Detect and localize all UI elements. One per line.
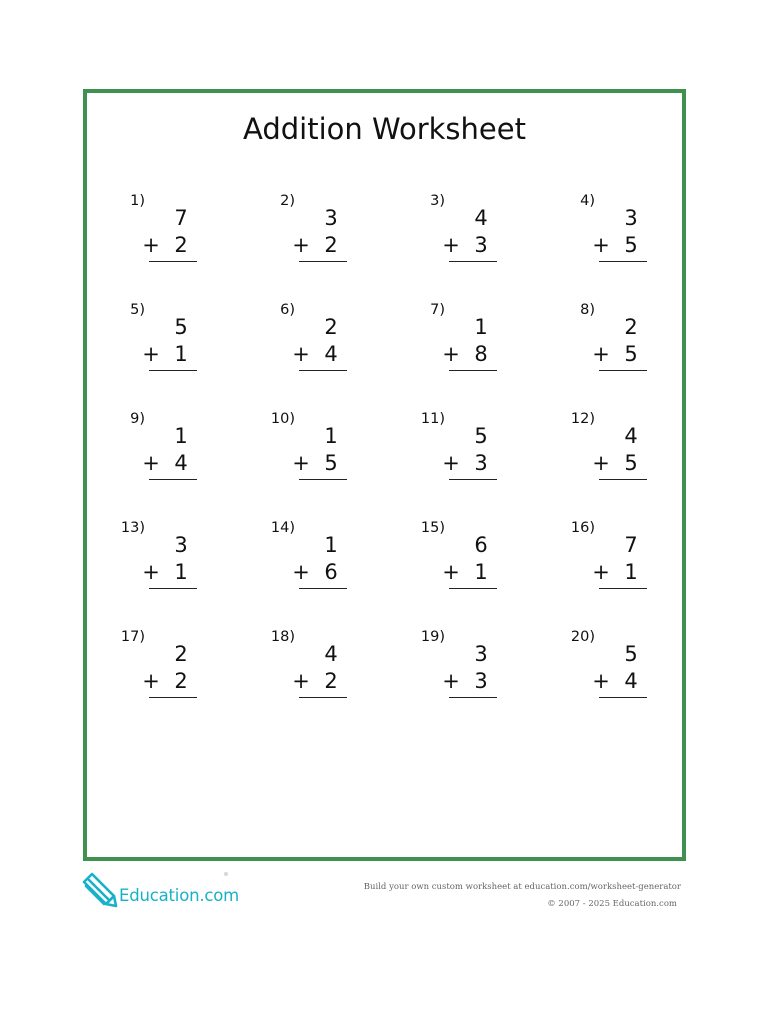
bottom-addend: 8 [474, 342, 488, 366]
problem-number: 18) [270, 629, 295, 645]
plus-sign: + [292, 451, 310, 475]
answer-line [449, 261, 497, 262]
worksheet-frame [83, 89, 686, 861]
top-addend: 1 [174, 424, 188, 448]
bottom-addend: 1 [474, 560, 488, 584]
problem-grid [87, 93, 682, 857]
answer-line [149, 697, 197, 698]
top-addend: 3 [174, 533, 188, 557]
bottom-addend: 4 [174, 451, 188, 475]
problem-18 [259, 628, 359, 718]
bottom-addend: 1 [174, 342, 188, 366]
bottom-addend: 2 [174, 669, 188, 693]
problem-number: 20) [570, 629, 595, 645]
top-addend: 3 [474, 642, 488, 666]
bottom-addend: 1 [174, 560, 188, 584]
problem-number: 14) [270, 520, 295, 536]
bottom-addend: 2 [324, 669, 338, 693]
bottom-addend: 5 [624, 451, 638, 475]
pencil-stack-icon [80, 870, 120, 910]
top-addend: 5 [624, 642, 638, 666]
bottom-addend: 2 [324, 233, 338, 257]
answer-line [299, 479, 347, 480]
plus-sign: + [592, 451, 610, 475]
top-addend: 6 [474, 533, 488, 557]
bottom-addend: 4 [324, 342, 338, 366]
problem-11 [409, 410, 509, 500]
bottom-addend: 3 [474, 669, 488, 693]
top-addend: 5 [174, 315, 188, 339]
plus-sign: + [142, 560, 160, 584]
plus-sign: + [142, 451, 160, 475]
problem-number: 12) [570, 411, 595, 427]
bottom-addend: 3 [474, 451, 488, 475]
top-addend: 4 [324, 642, 338, 666]
plus-sign: + [592, 669, 610, 693]
problem-number: 1) [130, 193, 145, 209]
bottom-addend: 5 [624, 233, 638, 257]
bottom-addend: 3 [474, 233, 488, 257]
answer-line [299, 588, 347, 589]
answer-line [449, 697, 497, 698]
plus-sign: + [442, 233, 460, 257]
top-addend: 5 [474, 424, 488, 448]
top-addend: 4 [474, 206, 488, 230]
problem-16 [559, 519, 659, 609]
answer-line [299, 261, 347, 262]
top-addend: 1 [474, 315, 488, 339]
problem-14 [259, 519, 359, 609]
top-addend: 7 [174, 206, 188, 230]
problem-12 [559, 410, 659, 500]
bottom-addend: 1 [624, 560, 638, 584]
plus-sign: + [592, 342, 610, 366]
plus-sign: + [292, 233, 310, 257]
problem-4 [559, 192, 659, 282]
problem-number: 2) [280, 193, 295, 209]
bottom-addend: 4 [624, 669, 638, 693]
answer-line [149, 588, 197, 589]
problem-9 [109, 410, 209, 500]
top-addend: 2 [174, 642, 188, 666]
problem-20 [559, 628, 659, 718]
problem-5 [109, 301, 209, 391]
problem-number: 7) [430, 302, 445, 318]
plus-sign: + [442, 669, 460, 693]
bottom-addend: 5 [324, 451, 338, 475]
plus-sign: + [442, 342, 460, 366]
answer-line [449, 370, 497, 371]
top-addend: 1 [324, 533, 338, 557]
bottom-addend: 6 [324, 560, 338, 584]
problem-2 [259, 192, 359, 282]
generator-note: Build your own custom worksheet at education.com/worksheet-generator [363, 882, 681, 892]
top-addend: 7 [624, 533, 638, 557]
problem-number: 13) [120, 520, 145, 536]
problem-3 [409, 192, 509, 282]
problem-number: 15) [420, 520, 445, 536]
problem-17 [109, 628, 209, 718]
plus-sign: + [592, 233, 610, 257]
top-addend: 2 [624, 315, 638, 339]
problem-number: 4) [580, 193, 595, 209]
answer-line [299, 370, 347, 371]
problem-number: 9) [130, 411, 145, 427]
problem-7 [409, 301, 509, 391]
copyright-text: © 2007 - 2025 Education.com [547, 899, 677, 909]
problem-number: 3) [430, 193, 445, 209]
problem-10 [259, 410, 359, 500]
answer-line [599, 370, 647, 371]
plus-sign: + [292, 560, 310, 584]
top-addend: 4 [624, 424, 638, 448]
answer-line [599, 588, 647, 589]
answer-line [599, 697, 647, 698]
top-addend: 1 [324, 424, 338, 448]
answer-line [599, 261, 647, 262]
plus-sign: + [592, 560, 610, 584]
top-addend: 2 [324, 315, 338, 339]
problem-number: 19) [420, 629, 445, 645]
top-addend: 3 [624, 206, 638, 230]
problem-13 [109, 519, 209, 609]
problem-15 [409, 519, 509, 609]
problem-19 [409, 628, 509, 718]
problem-number: 5) [130, 302, 145, 318]
plus-sign: + [142, 342, 160, 366]
plus-sign: + [442, 560, 460, 584]
answer-line [449, 479, 497, 480]
answer-line [449, 588, 497, 589]
plus-sign: + [142, 669, 160, 693]
problem-number: 16) [570, 520, 595, 536]
answer-line [149, 261, 197, 262]
problem-number: 10) [270, 411, 295, 427]
problem-6 [259, 301, 359, 391]
problem-number: 17) [120, 629, 145, 645]
plus-sign: + [292, 342, 310, 366]
plus-sign: + [292, 669, 310, 693]
problem-number: 8) [580, 302, 595, 318]
plus-sign: + [442, 451, 460, 475]
worksheet-title: Addition Worksheet [243, 112, 526, 146]
problem-number: 11) [420, 411, 445, 427]
education-logo[interactable] [80, 870, 250, 910]
top-addend: 3 [324, 206, 338, 230]
logo-text: Education.com [119, 886, 240, 905]
problem-1 [109, 192, 209, 282]
answer-line [149, 479, 197, 480]
answer-line [299, 697, 347, 698]
logo-registered-mark [224, 872, 228, 876]
bottom-addend: 2 [174, 233, 188, 257]
plus-sign: + [142, 233, 160, 257]
problem-number: 6) [280, 302, 295, 318]
bottom-addend: 5 [624, 342, 638, 366]
answer-line [149, 370, 197, 371]
problem-8 [559, 301, 659, 391]
answer-line [599, 479, 647, 480]
